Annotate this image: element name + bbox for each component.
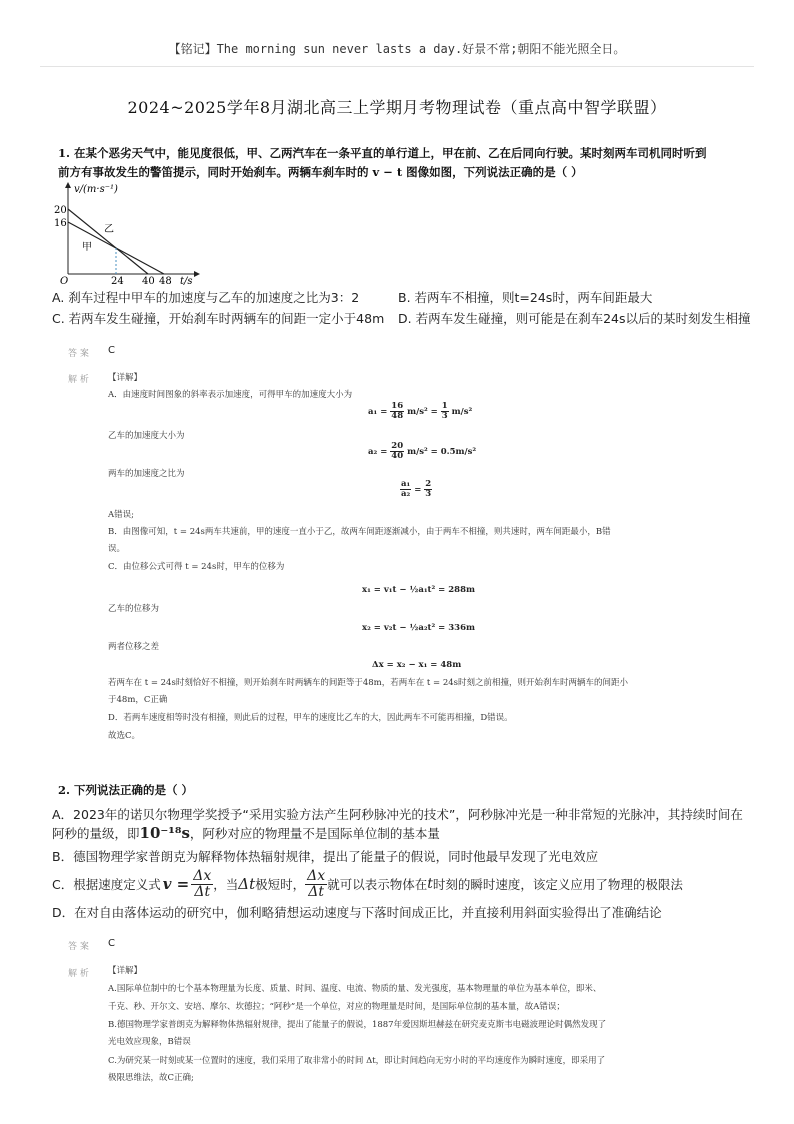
q1-answer-value: C — [108, 345, 115, 356]
q1-eq-x1: x₁ = v₁t − ½a₁t² = 288m — [362, 585, 475, 595]
q1-exp-line: 故选C。 — [108, 731, 141, 741]
q1-exp-line: B．由图像可知，t = 24s两车共速前，甲的速度一直小于乙，故两车间距逐渐减小，由于两车不相撞，则共速时，两车间距最小，B错 — [108, 527, 611, 537]
fraction-num: 1 — [441, 401, 448, 411]
q2-c-text: ，当 — [213, 877, 239, 892]
q1-exp-line: 两者位移之差 — [108, 642, 160, 652]
q1-exp-line: C．由位移公式可得 t = 24s时，甲车的位移为 — [108, 562, 285, 572]
q1-exp-line: A错误; — [108, 510, 135, 520]
q1-eq-a2 — [368, 442, 476, 461]
fraction — [390, 402, 404, 421]
q2-a-text: ，阿秒对应的物理量不是国际单位制的基本量 — [189, 826, 440, 841]
q2-option-a-line1: A．2023年的诺贝尔物理学奖授予“采用实验方法产生阿秒脉冲光的技术”，阿秒脉冲光是一种非常短的光脉冲，其持续时间在 — [52, 807, 743, 822]
q2-answer-value: C — [108, 938, 115, 949]
eq-part: a₁ = — [368, 407, 388, 417]
header-divider — [40, 66, 754, 67]
fraction — [305, 869, 327, 900]
x-tick-40: 40 — [142, 276, 155, 286]
q2-c-v: v = — [162, 875, 190, 893]
q2-exp-heading: 【详解】 — [108, 966, 143, 976]
origin-label: O — [60, 276, 69, 286]
q1-option-b: B. 若两车不相撞，则t=24s时，两车间距最大 — [398, 290, 653, 305]
eq-part: m/s² — [451, 407, 473, 417]
q2-option-b: B．德国物理学家普朗克为解释物体热辐射规律，提出了能量子的假说，同时他最早发现了光电效应 — [52, 849, 599, 864]
q1-exp-line: 误。 — [108, 544, 126, 554]
q1-vt-graph — [52, 180, 202, 286]
q2-c-text: C．根据速度定义式 — [52, 877, 161, 892]
q2-option-c — [52, 866, 683, 902]
q1-eq-x2: x₂ = v₂t − ½a₂t² = 336m — [362, 623, 475, 633]
eq-part: m/s² = — [407, 407, 438, 417]
q2-option-d: D．在对自由落体运动的研究中，伽利略猜想运动速度与下落时间成正比，并直接利用斜面实验得出了准确结论 — [52, 905, 662, 920]
eq-part: a₂ = — [368, 447, 388, 457]
q1-stem-line2: 前方有事故发生的警笛提示，同时开始刹车。两辆车刹车时的 v − t 图像如图，下列说法正确的是（ ） — [58, 165, 583, 179]
fraction-den: Δt — [194, 883, 211, 900]
q2-answer-label: 答 案 — [68, 942, 89, 952]
label-jia: 甲 — [82, 242, 92, 253]
q1-exp-line: D．若两车速度相等时没有相撞，则此后的过程，甲车的速度比乙车的大，因此两车不可能再相撞，D错误。 — [108, 713, 513, 723]
q2-exp-line: C.为研究某一时刻或某一位置时的速度，我们采用了取非常小的时间 Δt，即让时间趋向无穷小时的平均速度作为瞬时速度，即采用了 — [108, 1056, 606, 1066]
x-tick-48: 48 — [159, 276, 172, 286]
motto-text: 【铭记】The morning sun never lasts a day.好景不常;朝阳不能光照全日。 — [168, 42, 626, 56]
q2-exp-line: 千克、秒、开尔文、安培、摩尔、坎德拉；“阿秒”是一个单位，对应的物理量是时间，是国际单位制的基本量，故A错误； — [108, 1002, 565, 1012]
q2-exp-line: 光电效应现象，B错误 — [108, 1037, 191, 1047]
q1-option-c: C. 若两车发生碰撞，开始刹车时两辆车的间距一定小于48m — [52, 311, 385, 326]
q2-a-text: 阿秒的量级，即 — [52, 826, 140, 841]
y-tick-20: 20 — [54, 205, 67, 216]
x-axis-arrow — [194, 271, 200, 277]
page-title: 2024~2025学年8月湖北高三上学期月考物理试卷（重点高中智学联盟） — [127, 98, 667, 117]
q1-eq-a1 — [368, 402, 472, 421]
q2-exp-line: A.国际单位制中的七个基本物理量为长度、质量、时间、温度、电流、物质的量、发光强度，基本物理量的单位为基本单位，即米、 — [108, 984, 602, 994]
y-tick-16: 16 — [54, 218, 67, 229]
q2-option-a-line2 — [52, 824, 440, 842]
q2-c-text: 时刻的瞬时速度，该定义应用了物理的极限法 — [432, 877, 683, 892]
fraction-den: a₂ — [401, 489, 411, 499]
y-axis-arrow — [65, 182, 71, 188]
fraction-num: Δx — [307, 867, 326, 884]
q2-c-text: 极短时， — [255, 877, 306, 892]
fraction — [390, 442, 404, 461]
q1-exp-line: 乙车的位移为 — [108, 604, 160, 614]
q1-stem-line1: 1. 在某个恶劣天气中，能见度很低，甲、乙两汽车在一条平直的单行道上，甲在前、乙在后同向行驶。某时刻两车司机同时听到 — [58, 146, 707, 160]
q1-exp-line: 乙车的加速度大小为 — [108, 431, 185, 441]
fraction-num: Δx — [193, 867, 212, 884]
q2-c-t: t — [427, 876, 433, 892]
eq-part: = — [414, 485, 422, 495]
q2-c-dt: Δt — [238, 875, 256, 893]
fraction-den: 3 — [441, 411, 448, 421]
fraction-den: Δt — [308, 883, 325, 900]
fraction — [424, 480, 432, 499]
q2-stem: 2. 下列说法正确的是（ ） — [58, 783, 194, 797]
fraction-num: a₁ — [401, 479, 411, 489]
y-axis-label: v/(m·s⁻¹) — [74, 184, 118, 195]
fraction-num: 20 — [391, 441, 404, 451]
q1-option-d: D. 若两车发生碰撞，则可能是在刹车24s以后的某时刻发生相撞 — [398, 311, 751, 326]
line-yi — [68, 209, 148, 274]
q1-exp-line: A．由速度时间图象的斜率表示加速度，可得甲车的加速度大小为 — [108, 390, 353, 400]
fraction — [191, 869, 213, 900]
fraction-num: 2 — [425, 479, 432, 489]
q1-exp-line: 于48m，C正确 — [108, 695, 168, 705]
q1-analysis-label: 解 析 — [68, 375, 89, 385]
q1-answer-label: 答 案 — [68, 349, 89, 359]
q1-eq-ratio — [400, 480, 432, 499]
q1-exp-line: 两车的加速度之比为 — [108, 469, 185, 479]
q2-a-math: 10⁻¹⁸s — [139, 824, 190, 842]
x-axis-label: t/s — [180, 276, 193, 286]
q2-exp-line: B.德国物理学家普朗克为解释物体热辐射规律，提出了能量子的假说，1887年爱因斯坦赫兹在研究麦克斯韦电磁波理论时偶然发现了 — [108, 1020, 607, 1030]
eq-part: m/s² = 0.5m/s² — [407, 447, 477, 457]
q2-exp-line: 极限思维法，故C正确; — [108, 1073, 194, 1083]
q2-analysis-label: 解 析 — [68, 969, 89, 979]
q1-exp-line: 若两车在 t = 24s时刻恰好不相撞，则开始刹车时两辆车的间距等于48m，若两车在 t = 24s时刻之前相撞，则开始刹车时两辆车的间距小 — [108, 678, 629, 688]
fraction — [441, 402, 449, 421]
fraction — [400, 480, 411, 499]
fraction-den: 40 — [391, 451, 404, 461]
fraction-num: 16 — [391, 401, 404, 411]
q1-eq-dx: Δx = x₂ − x₁ = 48m — [372, 660, 462, 670]
x-tick-24: 24 — [111, 276, 124, 286]
fraction-den: 48 — [391, 411, 404, 421]
q1-option-a: A. 刹车过程中甲车的加速度与乙车的加速度之比为3：2 — [52, 290, 360, 305]
fraction-den: 3 — [425, 489, 432, 499]
label-yi: 乙 — [104, 224, 114, 235]
q1-exp-heading: 【详解】 — [108, 373, 143, 383]
q2-c-text: 就可以表示物体在 — [327, 877, 428, 892]
